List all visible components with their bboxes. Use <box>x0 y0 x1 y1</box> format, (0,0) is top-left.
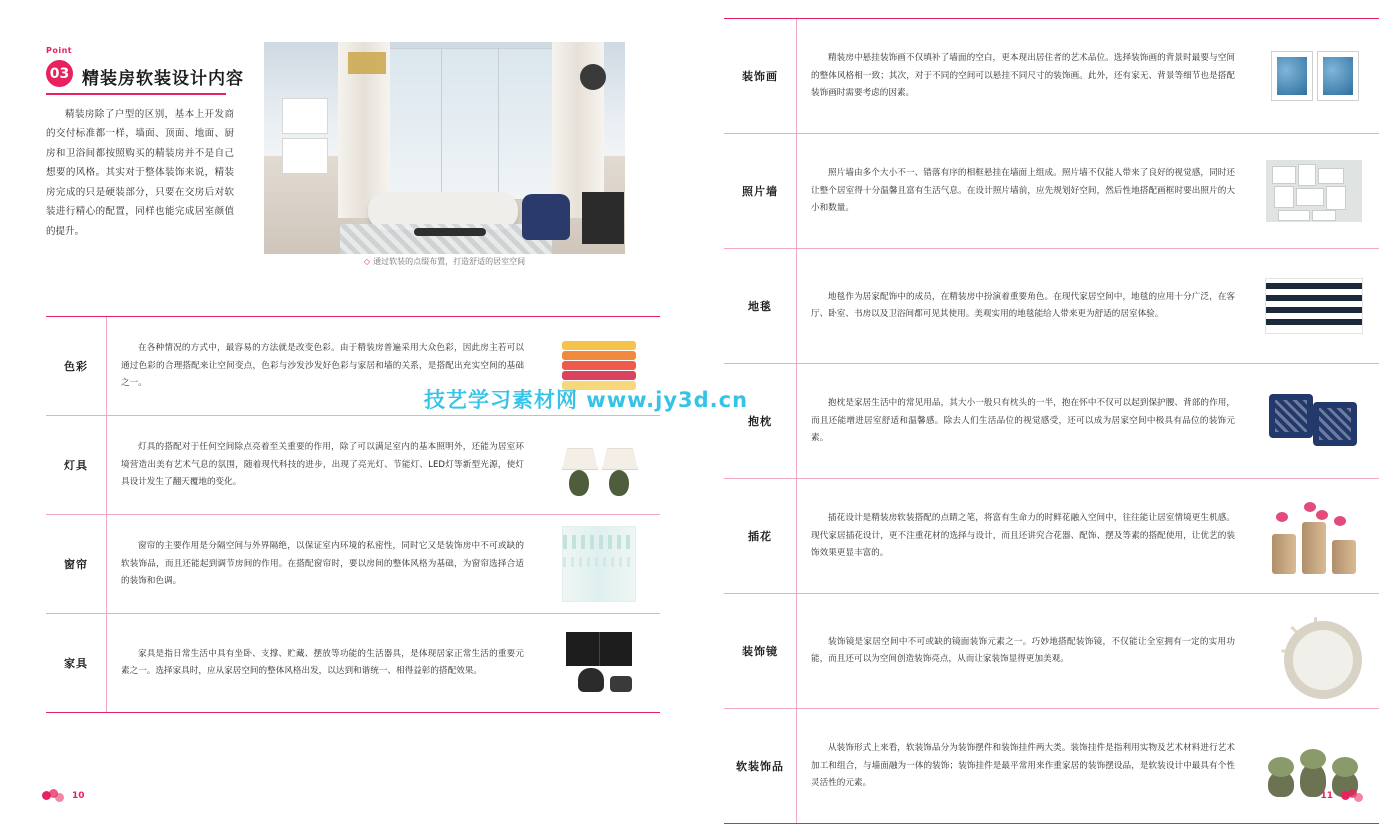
left-content-table <box>46 316 660 713</box>
row-thumbnail <box>1249 709 1379 823</box>
photo-wall-thumb <box>1266 160 1362 222</box>
row-thumbnail <box>1249 134 1379 248</box>
section-number-badge: 03 <box>46 60 73 87</box>
towels-thumb <box>562 339 636 393</box>
row-text <box>797 709 1249 823</box>
row-paragraph: 照片墙由多个大小不一、错落有序的相框悬挂在墙面上组成。照片墙不仅能人带来了良好的视觉感，同时还让整个居室得十分温馨且富有生活气息。在设计照片墙前，应先规划好空间，然后性地搭配画框时要出照片的大小和数量。 <box>811 168 1235 213</box>
hero-pendant-light <box>348 52 386 74</box>
right-page-footer <box>1320 789 1363 803</box>
table-row <box>46 614 660 712</box>
row-text <box>107 614 538 712</box>
hero-window <box>384 48 556 200</box>
row-paragraph: 在各种情况的方式中，最容易的方法就是改变色彩。由于精装房普遍采用大众色彩，因此房主若可以通过色彩的合理搭配来让空间变点，色彩与沙发沙发好色彩与家居和墙的关系，是搭配出充实空间的基础之一。 <box>121 343 524 388</box>
hero-cabinet <box>582 192 624 244</box>
table-row <box>724 134 1379 248</box>
page-number: 11 <box>1320 791 1333 801</box>
caption-text: 通过软装的点缀布置，打造舒适的居室空间 <box>373 257 526 266</box>
row-label: 装饰镜 <box>742 645 778 659</box>
row-label: 装饰画 <box>742 70 778 84</box>
hero-floor-lamp <box>580 64 606 90</box>
row-text <box>107 515 538 613</box>
left-page <box>0 0 706 813</box>
right-page <box>706 0 1397 813</box>
row-thumbnail <box>1249 364 1379 478</box>
row-text <box>797 364 1249 478</box>
publisher-logo-icon <box>1341 789 1363 803</box>
row-label: 插花 <box>748 530 772 544</box>
row-label: 抱枕 <box>748 415 772 429</box>
flowers-thumb <box>1266 498 1362 574</box>
row-paragraph: 插花设计是精装房软装搭配的点睛之笔，将富有生命力的时鲜花融入空间中，往往能让居室情境更生机感。现代家居插花设计，更不注重花材的选择与设计，而且还讲究合花器、配饰、摆及等素的搭配使用，让优艺的装饰效果更显丰富的。 <box>811 513 1235 558</box>
table-row <box>724 479 1379 593</box>
row-paragraph: 装饰镜是家居空间中不可或缺的镜面装饰元素之一。巧妙地搭配装饰镜，不仅能让全室拥有一定的实用功能，而且还可以为空间创造装饰亮点，从而让家装饰显得更加美观。 <box>811 637 1235 665</box>
row-thumbnail <box>1249 19 1379 133</box>
row-thumbnail <box>538 515 660 613</box>
pillows-thumb <box>1267 390 1361 452</box>
table-row <box>46 416 660 514</box>
soft-decor-thumb <box>1264 735 1364 797</box>
row-thumbnail <box>538 416 660 514</box>
title-underline <box>46 93 226 95</box>
row-paragraph: 窗帘的主要作用是分隔空间与外界隔绝，以保证室内环境的私密性，同时它又是装饰房中不可或缺的软装饰品，而且还能起到调节房间的作用。在搭配窗帘时，要以房间的整体风格为基础，为窗帘选择合适的装饰和色调。 <box>121 541 524 586</box>
row-text <box>797 134 1249 248</box>
row-thumbnail <box>538 614 660 712</box>
row-text <box>797 479 1249 593</box>
rug-thumb <box>1265 278 1363 334</box>
row-label: 软装饰品 <box>736 760 784 774</box>
row-paragraph: 从装饰形式上来看，软装饰品分为装饰摆件和装饰挂件两大类。装饰挂件是指利用实物及艺术材料进行艺术加工和组合，与墙面融为一体的装饰；装饰挂件是最平常用来作重家居的装饰摆设品，是软装设计中最具有个性灵活性的元素。 <box>811 743 1235 788</box>
row-text <box>797 19 1249 133</box>
curtain-thumb <box>562 526 636 602</box>
table-lamps-thumb <box>560 434 638 496</box>
hero-wall-art-top <box>282 98 328 134</box>
hero-coffee-table <box>414 228 486 236</box>
row-label: 照片墙 <box>742 185 778 199</box>
right-content-table <box>724 18 1379 824</box>
table-row <box>724 249 1379 363</box>
row-text <box>797 594 1249 708</box>
section-title: 精装房软装设计内容 <box>82 69 244 89</box>
table-rule <box>46 712 660 713</box>
table-row <box>46 515 660 613</box>
row-label: 窗帘 <box>64 558 88 572</box>
row-text <box>107 317 538 415</box>
table-row <box>724 594 1379 708</box>
row-text <box>107 416 538 514</box>
row-label: 色彩 <box>64 360 88 374</box>
row-paragraph: 地毯作为居家配饰中的成员，在精装房中扮演着重要角色。在现代家居空间中，地毯的应用十分广泛，在客厅、卧室、书房以及卫浴间都可见其使用。美观实用的地毯能给人带来更为舒适的居室体验。 <box>811 292 1235 320</box>
row-paragraph: 精装房中悬挂装饰画不仅填补了墙面的空白，更本现出居住者的艺术品位。选择装饰画的背景时最要与空间的整体风格相一致；其次，对于不同的空间可以悬挂不同尺寸的装饰画。此外，还有家无、背景等细节也是搭配装饰画时需要考虑的因素。 <box>811 53 1235 98</box>
caption-bullet-icon: ◇ <box>363 257 371 266</box>
mirror-thumb <box>1276 616 1352 686</box>
intro-paragraph: 精装房除了户型的区别，基本上开发商的交付标准都一样，墙面、顶面、地面、厨房和卫浴间都按照购买的精装房并不是自己想要的风格。其实对于整体装饰来说，精装房完成的只是硬装部分，只要在交房后对软装进行精心的配置，同样也能完成居室颜值的提升。 <box>46 109 234 237</box>
left-page-footer <box>42 789 85 803</box>
hero-blue-chair <box>522 194 570 240</box>
row-label: 地毯 <box>748 300 772 314</box>
hero-interior-photo <box>264 42 625 254</box>
publisher-logo-icon <box>42 789 64 803</box>
row-paragraph: 灯具的搭配对于任何空间除点亮着至关重要的作用，除了可以满足室内的基本照明外，还能为居室环境营造出美有艺术气息的氛围，随着现代科技的进步，出现了亮光灯、节能灯、LED灯等新型光源，使灯具设计发生了翻天覆地的变化。 <box>121 442 524 487</box>
row-text <box>797 249 1249 363</box>
table-row <box>46 317 660 415</box>
row-paragraph: 抱枕是家居生活中的常见用品，其大小一般只有枕头的一半，抱在怀中不仅可以起到保护腰、背部的作用，而且还能增进居室舒适和温馨感。除去人们生活品位的视觉感受，还可以成为居家空间中极具有品位的装饰元素。 <box>811 398 1235 443</box>
table-row <box>724 19 1379 133</box>
row-thumbnail <box>538 317 660 415</box>
row-thumbnail <box>1249 479 1379 593</box>
row-label: 家具 <box>64 657 88 671</box>
framed-art-thumb <box>1271 51 1357 101</box>
point-label: Point <box>46 46 73 55</box>
table-row <box>724 709 1379 823</box>
furniture-thumb <box>560 632 638 694</box>
page-number: 10 <box>72 791 85 801</box>
row-paragraph: 家具是指日常生活中具有坐卧、支撑、贮藏、摆放等功能的生活器具，是体现居家正常生活的重要元素之一。选择家具时，应从家居空间的整体风格出发，以达到和谐统一、相得益彰的搭配效果。 <box>121 649 524 677</box>
table-row <box>724 364 1379 478</box>
row-label: 灯具 <box>64 459 88 473</box>
row-thumbnail <box>1249 249 1379 363</box>
watermark: 技艺学习素材网 www.jy3d.cn <box>424 388 749 412</box>
hero-photo-caption <box>264 256 625 267</box>
hero-wall-art-bottom <box>282 138 328 174</box>
row-thumbnail <box>1249 594 1379 708</box>
